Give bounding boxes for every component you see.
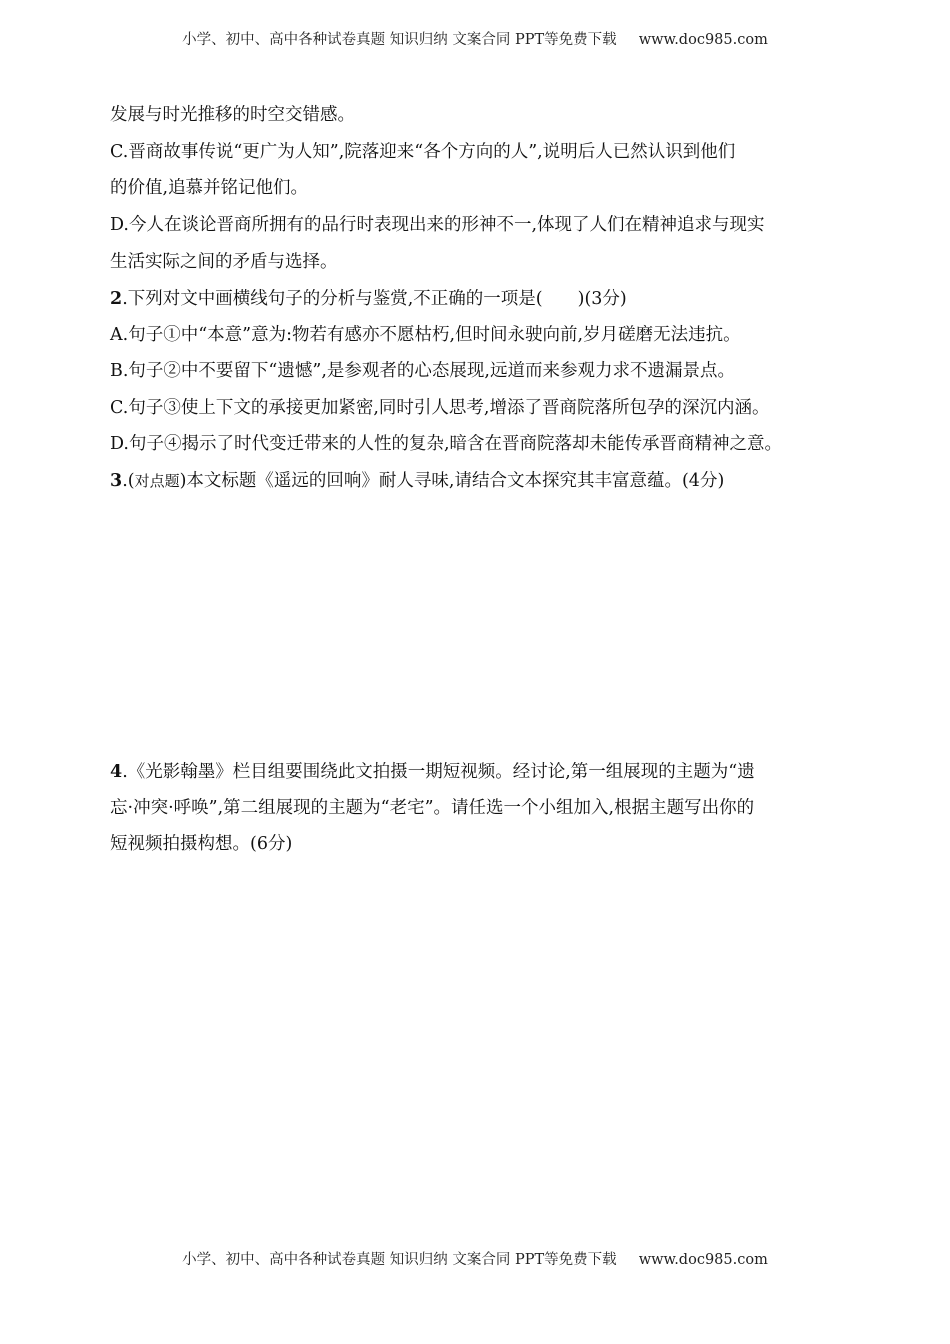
q2-option-d: D.句子④揭示了时代变迁带来的人性的复杂,暗含在晋商院落却未能传承晋商精神之意。 bbox=[110, 434, 783, 454]
q2-option-b: B.句子②中不要留下“遗憾”,是参观者的心态展现,远道而来参观力求不遗漏景点。 bbox=[110, 361, 735, 381]
q1-option-c-line1: C.晋商故事传说“更广为人知”,院落迎来“各个方向的人”,说明后人已然认识到他们 bbox=[110, 142, 736, 162]
question-3-text: )本文标题《遥远的回响》耐人寻味,请结合文本探究其丰富意蕴。(4分) bbox=[179, 471, 725, 491]
question-3-number: 3 bbox=[110, 471, 123, 491]
q1-option-d-line1: D.今人在谈论晋商所拥有的品行时表现出来的形神不一,体现了人们在精神追求与现实 bbox=[110, 215, 765, 235]
question-4-line1 bbox=[110, 760, 755, 784]
question-3-tag: 对点题 bbox=[134, 472, 180, 490]
q2-option-c: C.句子③使上下文的承接更加紧密,同时引人思考,增添了晋商院落所包孕的深沉内涵。 bbox=[110, 398, 770, 418]
question-3-prefix: .( bbox=[122, 471, 135, 491]
q1-option-d-line2: 生活实际之间的矛盾与选择。 bbox=[110, 252, 338, 272]
header-url[interactable]: www.doc985.com bbox=[638, 32, 768, 48]
question-3-stem bbox=[110, 469, 724, 493]
footer-text: 小学、初中、高中各种试卷真题 知识归纳 文案合同 PPT等免费下载 bbox=[182, 1252, 617, 1268]
q1-option-c-line2: 的价值,追慕并铭记他们。 bbox=[110, 178, 309, 198]
q2-option-a: A.句子①中“本意”意为:物若有感亦不愿枯朽,但时间永驶向前,岁月磋磨无法违抗。 bbox=[110, 325, 741, 345]
question-2-stem bbox=[110, 287, 627, 311]
question-2-number: 2 bbox=[110, 289, 123, 309]
question-4-line3: 短视频拍摄构想。(6分) bbox=[110, 834, 293, 854]
question-4-text-1: .《光影翰墨》栏目组要围绕此文拍摄一期短视频。经讨论,第一组展现的主题为“遗 bbox=[122, 762, 755, 782]
question-4-line2: 忘·冲突·呼唤”,第二组展现的主题为“老宅”。请任选一个小组加入,根据主题写出你的 bbox=[110, 798, 755, 818]
header-text: 小学、初中、高中各种试卷真题 知识归纳 文案合同 PPT等免费下载 bbox=[182, 32, 617, 48]
footer-url[interactable]: www.doc985.com bbox=[638, 1252, 768, 1268]
page-header bbox=[0, 28, 950, 49]
question-4-number: 4 bbox=[110, 762, 123, 782]
page-footer bbox=[0, 1248, 950, 1269]
continuation-line: 发展与时光推移的时空交错感。 bbox=[110, 105, 355, 125]
question-2-text: .下列对文中画横线句子的分析与鉴赏,不正确的一项是( )(3分) bbox=[122, 289, 627, 309]
